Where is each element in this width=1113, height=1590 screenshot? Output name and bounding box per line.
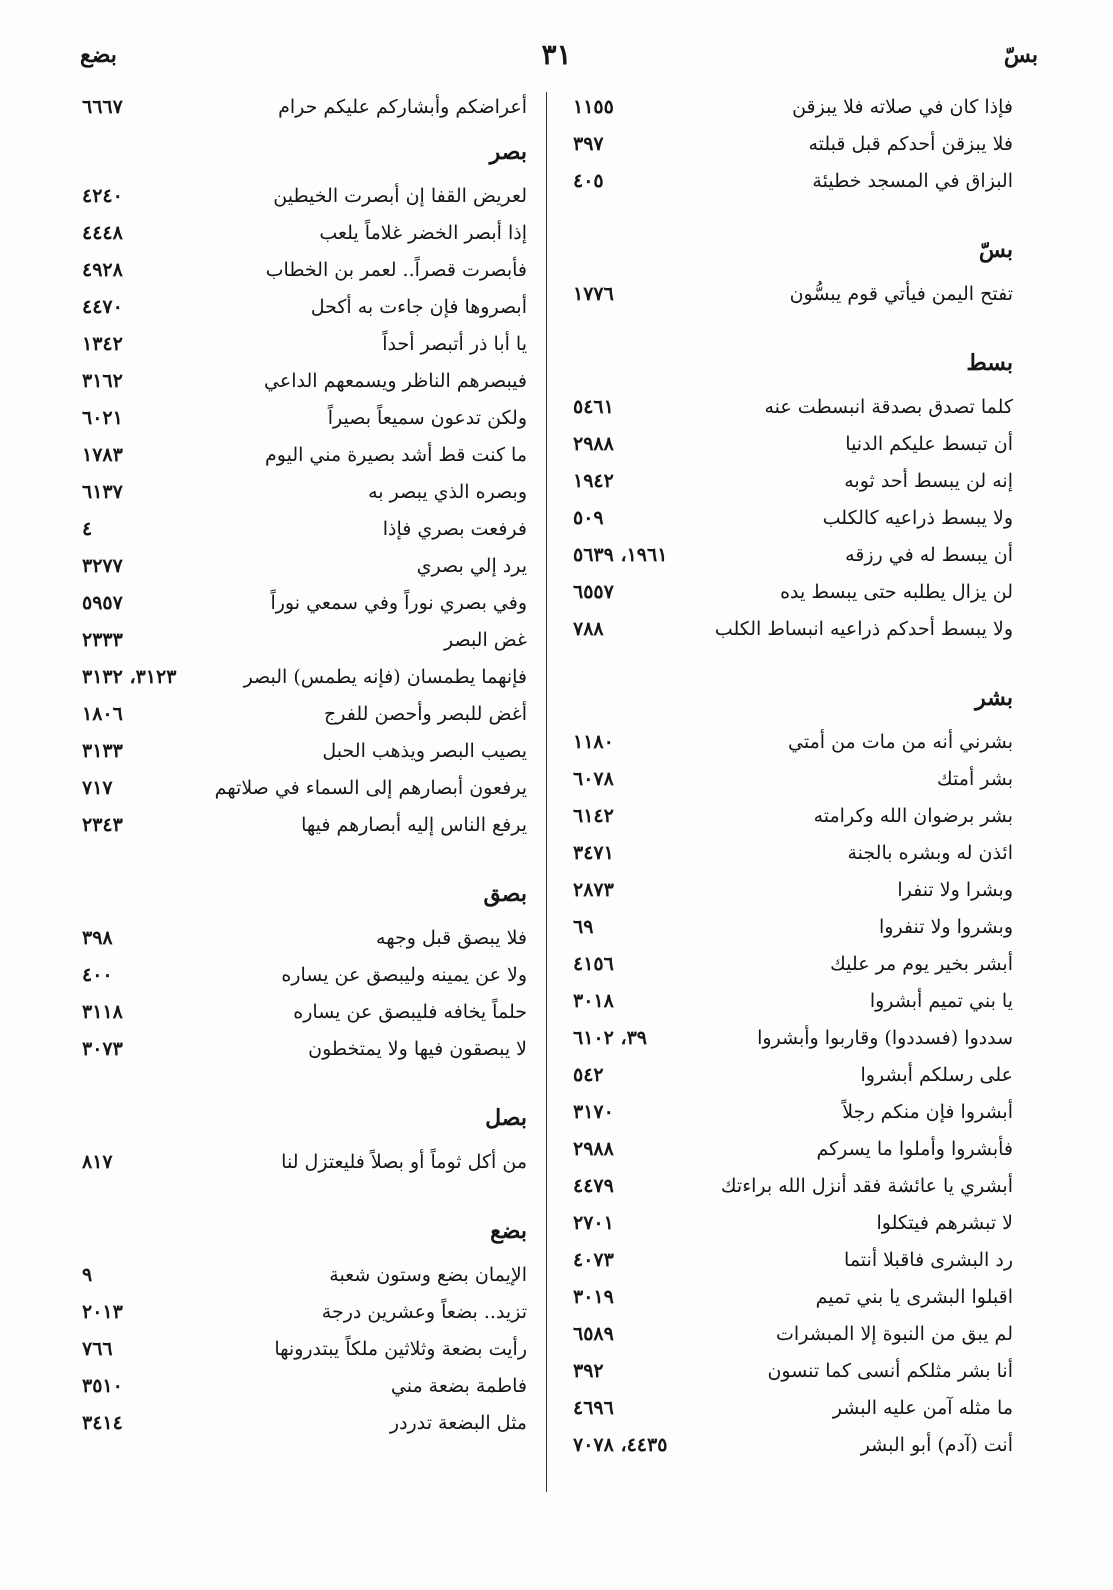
- right-column: [573, 92, 1013, 1467]
- entry-reference-number: ٤٤٤٨: [82, 222, 123, 244]
- entry-text: لعريض القفا إن أبصرت الخيطين: [273, 185, 527, 207]
- index-entry: [82, 255, 527, 292]
- entry-text: يرفع الناس إليه أبصارهم فيها: [301, 814, 527, 836]
- entry-reference-number: ٤٢٤٠: [82, 185, 123, 207]
- entry-reference-number: ٦٥٨٩: [573, 1323, 614, 1345]
- index-entry: [82, 960, 527, 997]
- entry-reference-number: ٣٢٧٧: [82, 555, 123, 577]
- entry-text: يا بني تميم أبشروا: [869, 990, 1013, 1012]
- entry-reference-number: ٦٩: [573, 916, 594, 938]
- root-heading: بسط: [966, 350, 1013, 376]
- root-heading: بصر: [489, 139, 527, 165]
- entry-text: وبشروا ولا تنفروا: [878, 916, 1013, 938]
- column-divider: [546, 92, 547, 1492]
- entry-text: أبشري يا عائشة فقد أنزل الله براءتك: [720, 1175, 1013, 1197]
- index-entry: [573, 429, 1013, 466]
- entry-text: يرد إلي بصري: [416, 555, 527, 577]
- entry-text: فإذا كان في صلاته فلا يبزقن: [792, 96, 1013, 118]
- entry-text: غض البصر: [443, 629, 527, 651]
- entry-reference-number: ٤٠٥: [573, 170, 604, 192]
- entry-reference-number: ٣١٦٢: [82, 370, 123, 392]
- entry-text: وبصره الذي يبصر به: [368, 481, 527, 503]
- index-entry: [82, 736, 527, 773]
- index-entry: [573, 1356, 1013, 1393]
- index-entry: [82, 1260, 527, 1297]
- root-heading-row: [82, 1208, 527, 1260]
- entry-text: ما مثله آمن عليه البشر: [832, 1397, 1013, 1419]
- entry-reference-number: ٣٩٨: [82, 927, 113, 949]
- index-entry: [82, 662, 527, 699]
- entry-reference-number: ١٩٤٢: [573, 470, 614, 492]
- root-heading: بسّ: [978, 237, 1013, 263]
- entry-text: يا أبا ذر أتبصر أحداً: [382, 333, 527, 355]
- index-entry: [573, 1097, 1013, 1134]
- entry-reference-number: ٣٩، ٦١٠٢: [573, 1027, 647, 1049]
- entry-text: ما كنت قط أشد بصيرة مني اليوم: [265, 444, 527, 466]
- entry-text: مثل البضعة تدردر: [389, 1412, 527, 1434]
- entry-reference-number: ١٩٦١، ٥٦٣٩: [573, 544, 668, 566]
- entry-reference-number: ٤١٥٦: [573, 953, 614, 975]
- index-entry: [573, 764, 1013, 801]
- entry-reference-number: ٤٦٩٦: [573, 1397, 614, 1419]
- entry-reference-number: ٦١٣٧: [82, 481, 123, 503]
- entry-text: بشر أمتك: [937, 768, 1013, 790]
- left-column: [82, 92, 527, 1445]
- entry-reference-number: ٤٤٣٥، ٧٠٧٨: [573, 1434, 668, 1456]
- root-heading-row: [573, 675, 1013, 727]
- index-entry: [573, 1430, 1013, 1467]
- entry-text: تفتح اليمن فيأتي قوم يبسُّون: [789, 283, 1013, 305]
- entry-reference-number: ٦٥٥٧: [573, 581, 614, 603]
- index-entry: [573, 1319, 1013, 1356]
- entry-text: على رسلكم أبشروا: [860, 1064, 1013, 1086]
- index-entry: [573, 1023, 1013, 1060]
- root-heading: بشر: [975, 685, 1013, 711]
- entry-reference-number: ٣٤٧١: [573, 842, 614, 864]
- index-entry: [82, 329, 527, 366]
- entry-reference-number: ١١٥٥: [573, 96, 614, 118]
- entry-text: أن يبسط له في رزقه: [845, 544, 1013, 566]
- entry-reference-number: ٢٣٤٣: [82, 814, 123, 836]
- root-heading-row: [573, 340, 1013, 392]
- index-entry: [82, 403, 527, 440]
- entry-text: ائذن له وبشره بالجنة: [847, 842, 1013, 864]
- entry-text: الإيمان بضع وستون شعبة: [329, 1264, 527, 1286]
- entry-reference-number: ٣٥١٠: [82, 1375, 123, 1397]
- entry-text: أغض للبصر وأحصن للفرج: [324, 703, 527, 725]
- entry-reference-number: ٢٧٠١: [573, 1212, 614, 1234]
- index-entry: [82, 477, 527, 514]
- spacer: [573, 316, 1013, 340]
- entry-reference-number: ١٧٨٣: [82, 444, 123, 466]
- entry-text: أبشروا فإن منكم رجلاً: [842, 1101, 1013, 1123]
- entry-text: أبشر بخير يوم مر عليك: [830, 953, 1013, 975]
- entry-text: أنت (آدم) أبو البشر: [860, 1434, 1013, 1456]
- entry-reference-number: ٤٠٠: [82, 964, 113, 986]
- entry-reference-number: ١٣٤٢: [82, 333, 123, 355]
- index-entry: [573, 1171, 1013, 1208]
- index-entry: [573, 577, 1013, 614]
- entry-text: من أكل ثوماً أو بصلاً فليعتزل لنا: [281, 1151, 527, 1173]
- entry-reference-number: ٥٠٩: [573, 507, 604, 529]
- index-entry: [573, 801, 1013, 838]
- entry-text: أعراضكم وأبشاركم عليكم حرام: [278, 96, 527, 118]
- entry-text: فلا يبزقن أحدكم قبل قبلته: [808, 133, 1013, 155]
- entry-text: سددوا (فسددوا) وقاربوا وأبشروا: [757, 1027, 1013, 1049]
- entry-reference-number: ٦٠٧٨: [573, 768, 614, 790]
- entry-text: فلا يبصق قبل وجهه: [376, 927, 527, 949]
- page-header: [60, 38, 1053, 78]
- entry-reference-number: ٢٩٨٨: [573, 1138, 614, 1160]
- entry-text: رد البشرى فاقبلا أنتما: [844, 1249, 1013, 1271]
- entry-reference-number: ٣١٧٠: [573, 1101, 614, 1123]
- entry-text: ولكن تدعون سميعاً بصيراً: [327, 407, 527, 429]
- entry-reference-number: ١٧٧٦: [573, 283, 614, 305]
- entry-reference-number: ٥٤٢: [573, 1064, 604, 1086]
- index-entry: [573, 540, 1013, 577]
- index-entry: [573, 875, 1013, 912]
- index-entry: [573, 912, 1013, 949]
- index-entry: [82, 181, 527, 218]
- entry-reference-number: ٩: [82, 1264, 93, 1286]
- index-entry: [82, 218, 527, 255]
- entry-text: رأيت بضعة وثلاثين ملكاً يبتدرونها: [274, 1338, 527, 1360]
- entry-reference-number: ٢٩٨٨: [573, 433, 614, 455]
- entry-reference-number: ٧٨٨: [573, 618, 604, 640]
- index-entry: [82, 440, 527, 477]
- entry-reference-number: ٦٠٢١: [82, 407, 123, 429]
- index-entry: [573, 1060, 1013, 1097]
- entry-text: فرفعت بصري فإذا: [382, 518, 527, 540]
- index-entry: [82, 1034, 527, 1071]
- spacer: [82, 1071, 527, 1095]
- header-right-word: بسّ: [1003, 42, 1038, 68]
- spacer: [573, 651, 1013, 675]
- entry-reference-number: ٣٩٧: [573, 133, 604, 155]
- index-entry: [573, 1282, 1013, 1319]
- root-heading: بصق: [483, 881, 527, 907]
- entry-reference-number: ٣١١٨: [82, 1001, 123, 1023]
- entry-text: لا تبشرهم فيتكلوا: [876, 1212, 1013, 1234]
- entry-text: فأبشروا وأملوا ما يسركم: [816, 1138, 1013, 1160]
- index-entry: [82, 1147, 527, 1184]
- index-entry: [573, 503, 1013, 540]
- index-entry: [82, 625, 527, 662]
- entry-text: كلما تصدق بصدقة انبسطت عنه: [764, 396, 1013, 418]
- root-heading-row: [82, 129, 527, 181]
- entry-reference-number: ٤: [82, 518, 93, 540]
- entry-text: فاطمة بضعة مني: [390, 1375, 527, 1397]
- index-entry: [573, 838, 1013, 875]
- index-entry: [82, 366, 527, 403]
- root-heading: بصل: [485, 1105, 527, 1131]
- index-entry: [82, 1371, 527, 1408]
- index-entry: [573, 392, 1013, 429]
- entry-reference-number: ٣٠١٩: [573, 1286, 614, 1308]
- entry-text: لا يبصقون فيها ولا يمتخطون: [308, 1038, 527, 1060]
- entry-text: أنا بشر مثلكم أنسى كما تنسون: [767, 1360, 1013, 1382]
- entry-text: وبشرا ولا تنفرا: [897, 879, 1013, 901]
- index-entry: [573, 1134, 1013, 1171]
- entry-reference-number: ٣٠٧٣: [82, 1038, 123, 1060]
- root-heading-row: [82, 871, 527, 923]
- header-left-word: بضع: [80, 42, 117, 68]
- index-entry: [573, 129, 1013, 166]
- index-entry: [573, 279, 1013, 316]
- entry-reference-number: ٦١٤٢: [573, 805, 614, 827]
- index-entry: [82, 92, 527, 129]
- entry-text: فيبصرهم الناظر ويسمعهم الداعي: [264, 370, 527, 392]
- entry-reference-number: ٧١٧: [82, 777, 113, 799]
- entry-reference-number: ٣٩٢: [573, 1360, 604, 1382]
- entry-text: بشر برضوان الله وكرامته: [813, 805, 1013, 827]
- entry-text: ولا يبسط ذراعيه كالكلب: [822, 507, 1013, 529]
- index-entry: [573, 1245, 1013, 1282]
- page-number: ٣١: [541, 38, 572, 71]
- entry-reference-number: ٨١٧: [82, 1151, 113, 1173]
- entry-reference-number: ٥٤٦١: [573, 396, 614, 418]
- entry-reference-number: ٤٠٧٣: [573, 1249, 614, 1271]
- entry-reference-number: ١٨٠٦: [82, 703, 123, 725]
- entry-text: حلماً يخافه فليبصق عن يساره: [293, 1001, 527, 1023]
- index-entry: [82, 810, 527, 847]
- entry-text: يرفعون أبصارهم إلى السماء في صلاتهم: [214, 777, 527, 799]
- entry-reference-number: ٢٠١٣: [82, 1301, 123, 1323]
- entry-text: البزاق في المسجد خطيئة: [812, 170, 1013, 192]
- entry-text: تزيد.. بضعاً وعشرين درجة: [321, 1301, 527, 1323]
- entry-text: بشرني أنه من مات من أمتي: [788, 731, 1013, 753]
- entry-text: ولا يبسط أحدكم ذراعيه انبساط الكلب: [714, 618, 1013, 640]
- index-entry: [573, 92, 1013, 129]
- entry-text: إنه لن يبسط أحد ثوبه: [844, 470, 1013, 492]
- index-entry: [573, 1208, 1013, 1245]
- spacer: [573, 203, 1013, 227]
- index-entry: [573, 614, 1013, 651]
- entry-text: يصيب البصر ويذهب الحبل: [322, 740, 527, 762]
- index-entry: [573, 166, 1013, 203]
- entry-reference-number: ٧٦٦: [82, 1338, 113, 1360]
- index-entry: [82, 699, 527, 736]
- entry-reference-number: ٢٣٣٣: [82, 629, 123, 651]
- index-entry: [82, 1297, 527, 1334]
- spacer: [82, 1184, 527, 1208]
- index-entry: [573, 727, 1013, 764]
- index-entry: [82, 1408, 527, 1445]
- index-entry: [573, 986, 1013, 1023]
- entry-text: لم يبق من النبوة إلا المبشرات: [776, 1323, 1013, 1345]
- entry-reference-number: ٣٠١٨: [573, 990, 614, 1012]
- index-entry: [573, 949, 1013, 986]
- entry-reference-number: ٦٦٦٧: [82, 96, 123, 118]
- index-entry: [82, 1334, 527, 1371]
- root-heading-row: [82, 1095, 527, 1147]
- entry-reference-number: ٣١٢٣، ٣١٣٢: [82, 666, 177, 688]
- spacer: [82, 847, 527, 871]
- entry-reference-number: ١١٨٠: [573, 731, 614, 753]
- index-entry: [573, 1393, 1013, 1430]
- index-entry: [82, 997, 527, 1034]
- index-entry: [573, 466, 1013, 503]
- entry-reference-number: ٢٨٧٣: [573, 879, 614, 901]
- entry-text: لن يزال يطلبه حتى يبسط يده: [780, 581, 1013, 603]
- entry-reference-number: ٣٤١٤: [82, 1412, 123, 1434]
- index-entry: [82, 588, 527, 625]
- entry-reference-number: ٤٤٧٩: [573, 1175, 614, 1197]
- entry-text: وفي بصري نوراً وفي سمعي نوراً: [270, 592, 527, 614]
- index-entry: [82, 923, 527, 960]
- entry-reference-number: ٤٩٢٨: [82, 259, 123, 281]
- entry-text: اقبلوا البشرى يا بني تميم: [815, 1286, 1013, 1308]
- index-entry: [82, 773, 527, 810]
- entry-reference-number: ٣١٣٣: [82, 740, 123, 762]
- entry-text: فإنهما يطمسان (فإنه يطمس) البصر: [243, 666, 527, 688]
- root-heading-row: [573, 227, 1013, 279]
- index-entry: [82, 514, 527, 551]
- entry-text: أن تبسط عليكم الدنيا: [845, 433, 1013, 455]
- entry-text: أبصروها فإن جاءت به أكحل: [310, 296, 527, 318]
- entry-reference-number: ٤٤٧٠: [82, 296, 123, 318]
- root-heading: بضع: [490, 1218, 527, 1244]
- entry-reference-number: ٥٩٥٧: [82, 592, 123, 614]
- entry-text: فأبصرت قصراً.. لعمر بن الخطاب: [265, 259, 527, 281]
- index-entry: [82, 551, 527, 588]
- entry-text: إذا أبصر الخضر غلاماً يلعب: [319, 222, 527, 244]
- index-entry: [82, 292, 527, 329]
- entry-text: ولا عن يمينه وليبصق عن يساره: [281, 964, 527, 986]
